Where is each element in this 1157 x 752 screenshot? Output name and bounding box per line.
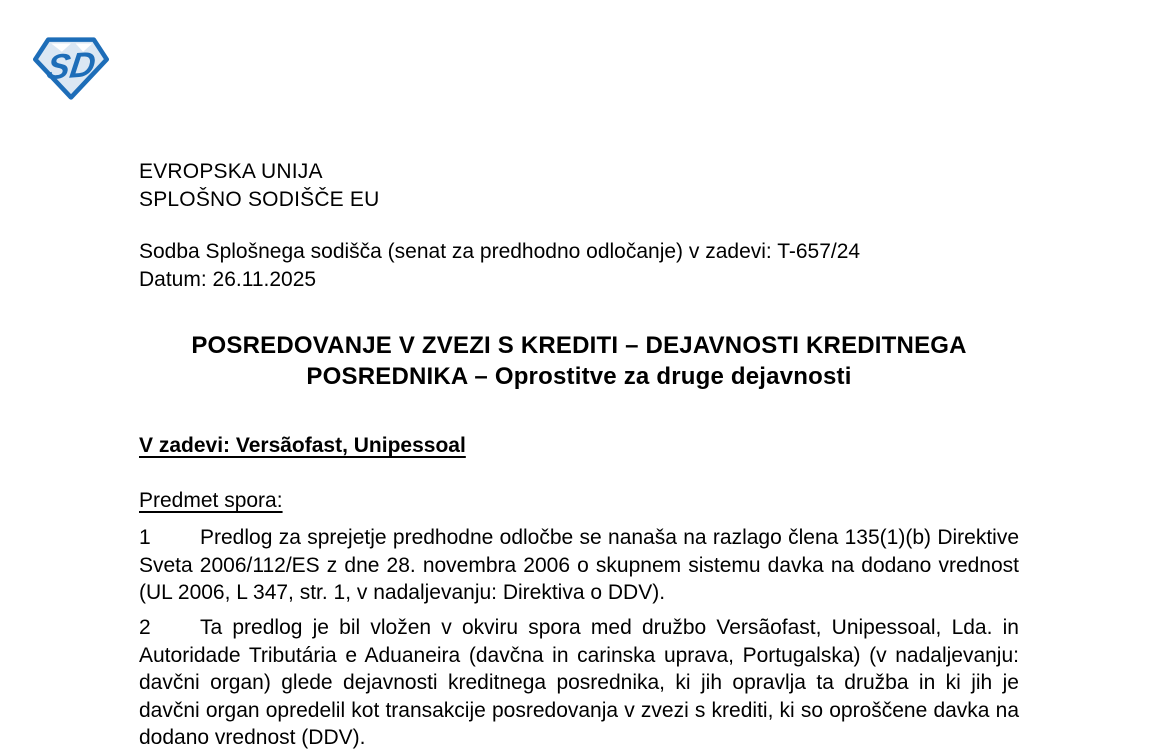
paragraph-2-text: Ta predlog je bil vložen v okviru spora med družbo Versãofast, Unipessoal, Lda. in Autoridade Tributária e Aduaneira (davčna in carinska uprava, Portugalska) (v nadaljevanju: davčni organ) glede dejavnosti kreditnega posrednika, ki jih opravlja ta družba in ki jih je davčni organ opredelil kot transakcije posredovanja v zvezi s krediti, ki so oproščene davka na dodano vrednost (DDV). bbox=[139, 616, 1019, 749]
paragraph-2 bbox=[139, 614, 1019, 752]
paragraph-2-number: 2 bbox=[139, 616, 151, 639]
section-heading: Predmet spora: bbox=[139, 489, 283, 512]
document-title: POSREDOVANJE V ZVEZI S KREDITI – DEJAVNOSTI KREDITNEGA POSREDNIKA – Oprostitve za druge dejavnosti bbox=[191, 332, 967, 390]
paragraph-1-number: 1 bbox=[139, 526, 151, 549]
sd-diamond-logo-graphic bbox=[33, 33, 109, 101]
date-line: Datum: 26.11.2025 bbox=[139, 268, 317, 291]
paragraph-1-text: Predlog za sprejetje predhodne odločbe se nanaša na razlago člena 135(1)(b) Direktive Sveta 2006/112/ES z dne 28. novembra 2006 o skupnem sistemu davka na dodano vrednost (UL 2006, L 347, str. 1, v nadaljevanju: Direktiva o DDV). bbox=[139, 526, 1019, 604]
paragraph-1 bbox=[139, 524, 1019, 607]
case-subject-heading: V zadevi: Versãofast, Unipessoal bbox=[139, 434, 466, 457]
institution-header bbox=[139, 158, 1019, 214]
judgment-reference-line: Sodba Splošnega sodišča (senat za predhodno odločanje) v zadevi: T-657/24 bbox=[139, 240, 861, 263]
institution-name-line1: EVROPSKA UNIJA bbox=[139, 160, 323, 183]
logo-letters: SD bbox=[44, 44, 99, 88]
case-info bbox=[139, 238, 1019, 294]
sd-diamond-logo bbox=[33, 33, 109, 101]
institution-name-line2: SPLOŠNO SODIŠČE EU bbox=[139, 188, 380, 211]
